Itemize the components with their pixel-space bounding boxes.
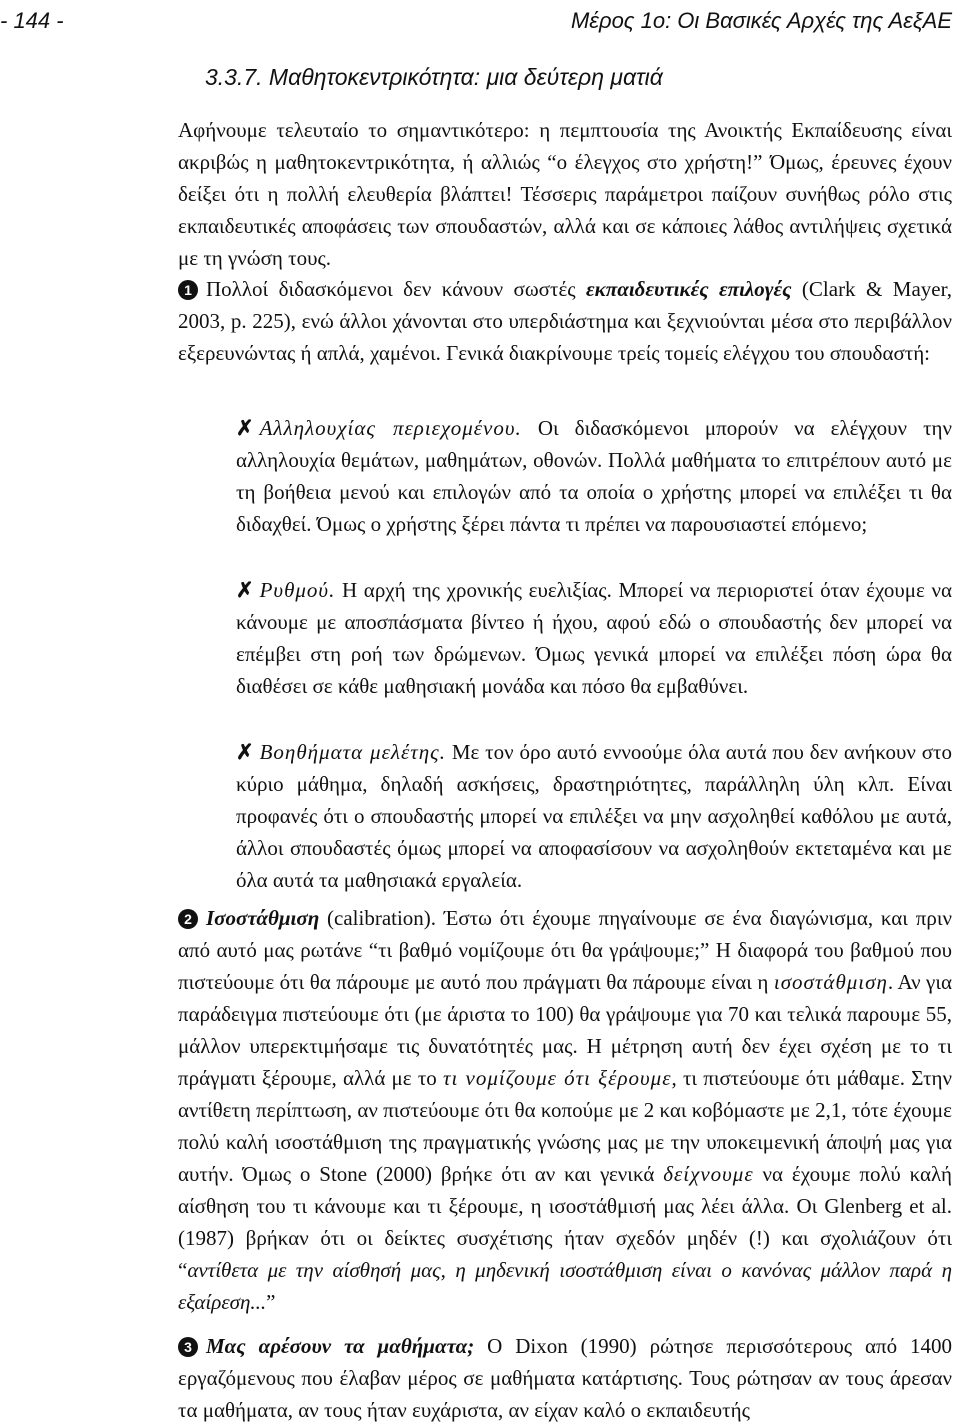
item-2-emphasis: δείχνουμε: [663, 1162, 754, 1186]
item-2-emphasis: τι νομίζουμε ότι ξέρουμε: [442, 1066, 672, 1090]
item-2-title: Ισοστάθμιση: [206, 906, 320, 930]
item-2-quote: αντίθετα με την αίσθησή μας, η μηδενική ισοστάθμιση είναι ο κανόνας μάλλον παρά η εξαίρεση...: [178, 1258, 952, 1314]
x-mark-icon: ✗: [236, 578, 254, 602]
item-2-text: , τι πιστεύουμε ότι μάθαμε. Στην αντίθετη περίπτωση, αν πιστεύουμε ότι θα κοπούμε με 2 και κοβόμαστε με 2,1, τότε έχουμε πολύ καλή ισοστάθμιση της πραγματικής γνώσης μας με την υποκειμενική άποψή μας για αυτήν. Όμως ο Stone (2000) βρήκε ότι αν και γενικά: [178, 1066, 953, 1186]
item-2-emphasis: ισοστάθμιση: [773, 970, 888, 994]
intro-paragraph: Αφήνουμε τελευταίο το σημαντικότερο: η πεμπτουσία της Ανοικτής Εκπαίδευσης είναι ακριβώς η μαθητοκεντρικότητα, ή αλλιώς “ο έλεγχος στο χρήστη!” Όμως, έρευνες έχουν δείξει ότι η πολλή ελευθερία βλάπτει! Τέσσερις παράμετροι παίζουν συνήθως ρόλο στις εκπαιδευτικές αποφάσεις των σπουδαστών, αλλά και σε κάποιες λάθος αντιλήψεις σχετικά με τη γνώση τους.: [178, 118, 952, 270]
item-2-text: να έχουμε πολύ καλή αίσθηση του τι κάνουμε και τι ξέρουμε, η ισοστάθμισή μας λέει άλλα. Οι Glenberg et al. (1987) βρήκαν ότι οι δείκτες συσχέτισης ήταν σχεδόν μηδέν (!) και σχολιάζουν ότι “: [178, 1162, 952, 1282]
item-2-paragraph: [178, 902, 952, 1318]
item-3-title: Μας αρέσουν τα μαθήματα;: [206, 1334, 475, 1358]
subitem-text: Οι διδασκόμενοι μπορούν να ελέγχουν την αλληλουχία θεμάτων, μαθημάτων, οθονών. Πολλά μαθήματα το επιτρέπουν αυτό με τη βοήθεια μενού και επιλογών από τα οποία ο χρήστης μπορεί να επιλέξει τι θα διδαχθεί. Όμως ο χρήστης ξέρει πάντα τι πρέπει να παρουσιαστεί επόμενο;: [236, 416, 952, 536]
running-title: Μέρος 1ο: Οι Βασικές Αρχές της ΑεξΑΕ: [570, 8, 952, 33]
section-heading: 3.3.7. Μαθητοκεντρικότητα: μια δεύτερη ματιά: [205, 64, 663, 90]
item-1-lead: Πολλοί διδασκόμενοι δεν κάνουν σωστές: [206, 277, 587, 301]
item-2-text: ”: [266, 1290, 276, 1314]
subitem-pace: [236, 574, 952, 702]
page-header: [0, 8, 960, 42]
item-1-paragraph: [178, 273, 952, 369]
x-mark-icon: ✗: [236, 416, 254, 440]
number-2-badge: 2: [178, 909, 198, 929]
item-1-emphasis: εκπαιδευτικές επιλογές: [586, 277, 792, 301]
item-1-rest: (Clark & Mayer, 2003, p. 225), ενώ άλλοι χάνονται στο υπερδιάστημα και ξεχνιούνται μέσα στο περιβάλλον εξερευνώντας ή απλά, χαμένοι. Γενικά διακρίνουμε τρείς τομείς ελέγχου του σπουδαστή:: [178, 277, 952, 365]
subitem-sequence: [236, 412, 952, 540]
x-mark-icon: ✗: [236, 740, 254, 764]
subitem-text: Με τον όρο αυτό εννοούμε όλα αυτά που δεν ανήκουν στο κύριο μάθημα, δηλαδή ασκήσεις, δραστηριότητες, παράλληλη ύλη κλπ. Είναι προφανές ότι ο σπουδαστής μπορεί να επιλέξει να μην ασχοληθεί καθόλου με αυτά, άλλοι σπουδαστές όμως μπορεί να αποφασίσουν να ασχοληθούν εκτεταμένα και με όλα αυτά τα μαθησιακά εργαλεία.: [236, 740, 952, 892]
subitem-text: Η αρχή της χρονικής ευελιξίας. Μπορεί να περιοριστεί όταν έχουμε να κάνουμε με αποσπάσματα βίντεο ή ήχου, αφού εδώ ο σπουδαστής δεν μπορεί να επέμβει στη ροή των δρώμενων. Όμως γενικά μπορεί να επιλέξει πόση ώρα θα διαθέσει σε κάθε μαθησιακή μονάδα και πόσο θα εμβαθύνει.: [236, 578, 952, 698]
item-3-paragraph: [178, 1330, 952, 1426]
item-2-text: . Αν για παράδειγμα πιστεύουμε ότι (με άριστα το 100) θα γράψουμε για 70 και τελικά παρουμε 55, μάλλον υπερεκτιμήσαμε τις δυνατότητές μας. Η μέτρηση αυτή δεν έχει σχέση με το τι πράγματι ξέρουμε, αλλά με το: [178, 970, 952, 1090]
number-3-badge: 3: [178, 1337, 198, 1357]
subitem-study-aids: [236, 736, 952, 896]
subitem-title: Ρυθμού.: [259, 578, 336, 602]
subitem-title: Αλληλουχίας περιεχομένου.: [259, 416, 522, 440]
subitem-title: Βοηθήματα μελέτης.: [259, 740, 446, 764]
page-number: - 144 -: [0, 8, 64, 33]
item-3-text: Ο Dixon (1990) ρώτησε περισσότερους από 1400 εργαζόμενους που έλαβαν μέρος σε μαθήματα κατάρτισης. Τους ρώτησαν αν τους άρεσαν τα μαθήματα, αν τους ήταν ευχάριστα, αν είχαν καλό ο εκπαιδευτής: [178, 1334, 952, 1422]
item-2-text: (calibration). Έστω ότι έχουμε πηγαίνουμε σε ένα διαγώνισμα, και πριν από αυτό μας ρωτάνε “τι βαθμό νομίζουμε ότι θα γράψουμε;” Η διαφορά του βαθμού που πιστεύουμε ότι θα πάρουμε με αυτό που πράγματι θα πάρουμε είναι η: [178, 906, 952, 994]
number-1-badge: 1: [178, 280, 198, 300]
